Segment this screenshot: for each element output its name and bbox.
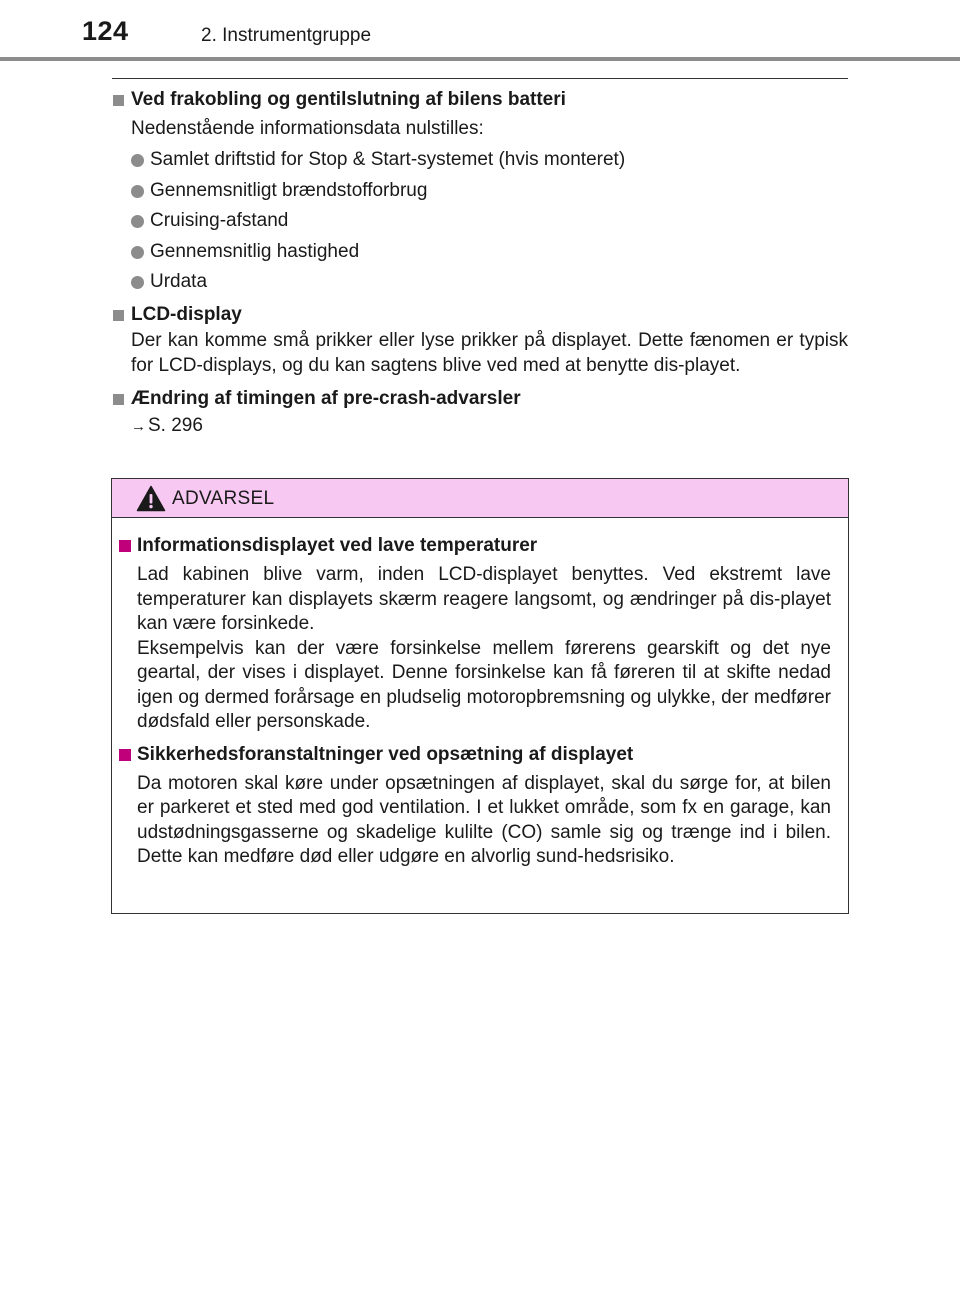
section-square-icon	[113, 394, 124, 405]
warning-square-icon	[119, 540, 131, 552]
list-item-text: Urdata	[150, 271, 208, 292]
warning-box	[111, 478, 849, 914]
bullet-icon	[131, 215, 144, 228]
warning-heading-text: Sikkerhedsforanstaltninger ved opsætning af displayet	[137, 743, 634, 765]
warning-section	[119, 532, 831, 735]
list-item	[131, 270, 848, 294]
section-heading	[112, 385, 848, 413]
list-item-text: Cruising-afstand	[150, 210, 289, 231]
warning-section	[119, 741, 831, 870]
arrow-right-icon: →	[131, 418, 145, 435]
bullet-icon	[131, 276, 144, 289]
warning-section-heading	[119, 532, 831, 560]
header-rule	[0, 57, 960, 61]
page-number: 124	[82, 16, 129, 46]
section-intro: Nedenstående informationsdata nulstilles:	[131, 118, 484, 139]
warning-section-heading	[119, 741, 831, 769]
content-top-rule	[112, 78, 848, 79]
chapter-title: 2. Instrumentgruppe	[201, 25, 372, 46]
section-heading-text: Ændring af timingen af pre-crash-advarsler	[131, 388, 521, 409]
list-item	[131, 148, 848, 172]
section-heading-text: LCD-display	[131, 304, 242, 325]
list-item	[131, 179, 848, 203]
warning-triangle-icon	[136, 485, 166, 512]
list-item-text: Gennemsnitlig hastighed	[150, 240, 360, 262]
bullet-icon	[131, 246, 144, 259]
warning-header	[112, 479, 848, 518]
section-lcd	[112, 301, 848, 378]
section-square-icon	[113, 310, 124, 321]
page-reference-text: S. 296	[148, 415, 203, 436]
section-battery	[112, 86, 848, 294]
list-item-text: Samlet driftstid for Stop & Start-systemet (hvis monteret)	[150, 149, 626, 170]
bullet-icon	[131, 154, 144, 167]
warning-body	[112, 518, 848, 870]
list-item	[131, 209, 848, 233]
warning-paragraph: Lad kabinen blive varm, inden LCD-displayet benyttes. Ved ekstremt lave temperaturer kan displayets skærm reagere langsomt, og ændringer på dis-playet kan være forsinkede.	[137, 564, 831, 634]
section-body: Der kan komme små prikker eller lyse prikker på displayet. Dette fænomen er typisk for LCD-displays, og du kan sagtens blive ved med at benytte dis-playet.	[131, 330, 848, 376]
section-square-icon	[113, 95, 124, 106]
list-item	[131, 240, 848, 264]
section-heading	[112, 86, 848, 114]
list-item-text: Gennemsnitligt brændstofforbrug	[150, 179, 428, 201]
section-precrash	[112, 385, 848, 440]
section-heading-text: Ved frakobling og gentilslutning af bilens batteri	[131, 89, 566, 110]
main-content	[112, 86, 848, 447]
warning-square-icon	[119, 749, 131, 761]
bullet-icon	[131, 185, 144, 198]
warning-heading-text: Informationsdisplayet ved lave temperaturer	[137, 535, 538, 556]
section-heading	[112, 301, 848, 329]
warning-paragraph: Eksempelvis kan der være forsinkelse mellem førerens gearskift og det nye geartal, der vises i displayet. Denne forsinkelse kan få føreren til at skifte nedad igen og dermed forårsage en pludselig motoropbremsning og ulykke, der medfører dødsfald eller personskade.	[137, 637, 831, 732]
warning-paragraph: Da motoren skal køre under opsætningen af displayet, skal du sørge for, at bilen er parkeret et sted med god ventilation. I et lukket område, som fx en garage, kan udstødningsgasserne og skadelige kulilte (CO) samle sig og trænge ind i bilen. Dette kan medføre død eller udgøre en alvorlig sund-hedsrisiko.	[137, 772, 831, 867]
page-reference-link[interactable]	[131, 413, 848, 440]
warning-title: ADVARSEL	[172, 488, 275, 509]
page-header	[0, 0, 960, 64]
